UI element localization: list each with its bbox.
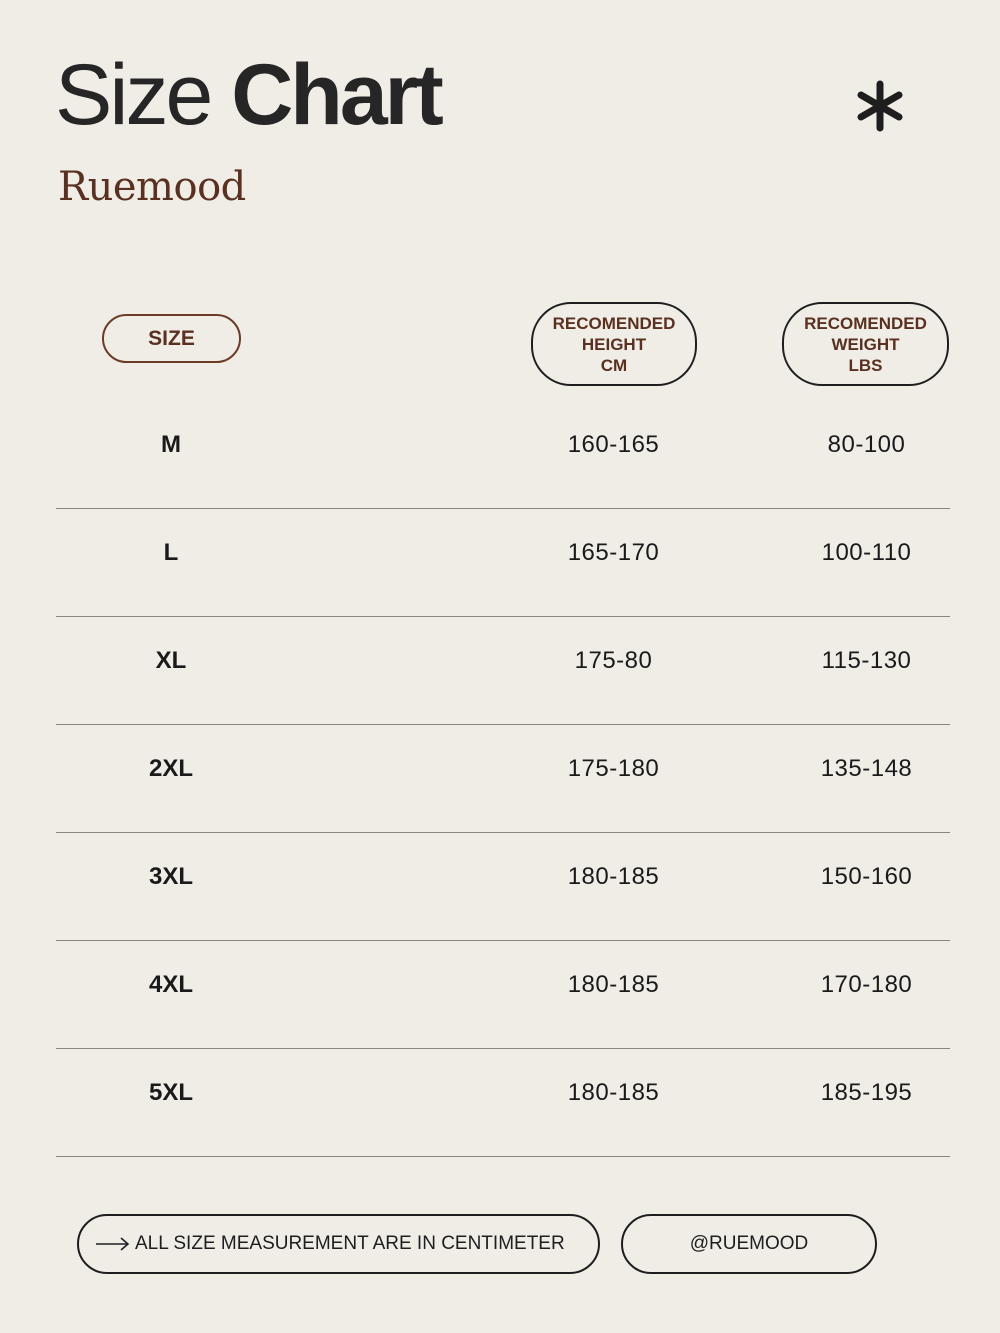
weight-cell: 100-110 (821, 539, 912, 566)
table-row (56, 1048, 950, 1157)
weight-header-line-1: RECOMENDED (804, 313, 927, 333)
page-title (55, 47, 441, 143)
weight-cell: 185-195 (820, 1079, 913, 1106)
size-cell: M (161, 431, 181, 458)
weight-cell: 135-148 (820, 755, 913, 782)
height-cell: 165-170 (567, 539, 660, 566)
height-cell: 160-165 (567, 431, 660, 458)
table-row (56, 940, 950, 1049)
weight-cell: 80-100 (827, 431, 906, 458)
table-row (56, 616, 950, 725)
height-cell: 175-180 (567, 755, 660, 782)
size-cell: 3XL (148, 863, 193, 890)
weight-cell: 115-130 (821, 647, 912, 674)
size-cell: 5XL (148, 1079, 193, 1106)
weight-header-line-2: WEIGHT (831, 334, 900, 354)
size-cell: 2XL (148, 755, 193, 782)
table-row (56, 508, 950, 617)
height-cell: 180-185 (567, 971, 660, 998)
height-header-line-3: CM (600, 355, 628, 375)
brand-name: Ruemood (58, 164, 246, 210)
title-light: Size (55, 47, 211, 143)
measurement-note-text: ALL SIZE MEASUREMENT ARE IN CENTIMETER (135, 1233, 565, 1254)
size-cell: L (163, 539, 179, 566)
size-cell: 4XL (148, 971, 193, 998)
asterisk-icon (852, 78, 908, 134)
table-row (56, 832, 950, 941)
table-row (56, 400, 950, 509)
size-column-header (102, 314, 241, 363)
social-handle (621, 1214, 877, 1274)
arrow-right-icon (95, 1236, 131, 1252)
weight-cell: 150-160 (820, 863, 913, 890)
weight-header-line-3: LBS (848, 355, 883, 375)
measurement-note (77, 1214, 600, 1274)
height-cell: 180-185 (567, 1079, 660, 1106)
social-handle-text: @RUEMOOD (689, 1233, 809, 1254)
height-cell: 175-80 (574, 647, 653, 674)
height-cell: 180-185 (567, 863, 660, 890)
height-column-header (531, 302, 697, 386)
weight-cell: 170-180 (820, 971, 913, 998)
size-header-label: SIZE (148, 326, 195, 350)
table-row (56, 724, 950, 833)
height-header-line-2: HEIGHT (581, 334, 647, 354)
size-cell: XL (155, 647, 187, 674)
height-header-line-1: RECOMENDED (552, 313, 676, 333)
weight-column-header (782, 302, 949, 386)
title-bold: Chart (231, 47, 441, 143)
